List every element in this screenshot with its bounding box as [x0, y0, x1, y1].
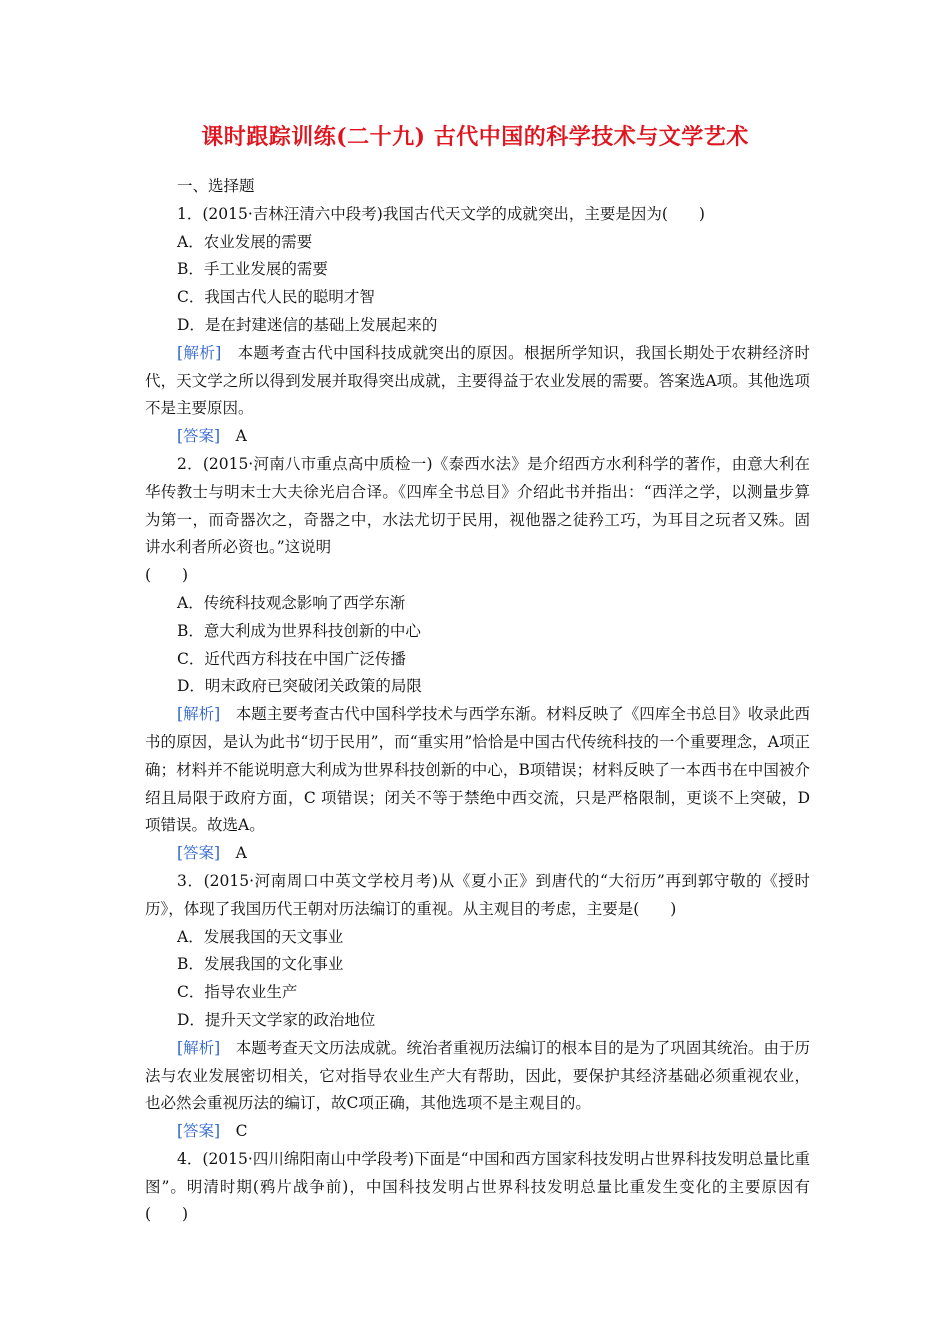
answer-text: A	[220, 844, 247, 863]
page-title: 课时跟踪训练(二十九) 古代中国的科学技术与文学艺术	[201, 124, 749, 150]
option-c: C．指导农业生产	[177, 983, 298, 1002]
analysis-text: 本题主要考查古代中国科学技术与西学东渐。材料反映了《四库全书总目》收录此西书的原因，是认为此书“切于民用”，而“重实用”恰恰是中国古代传统科技的一个重要理念，A项正确；材料并不能说明意大利成为世界科技创新的中心，B项错误；材料反映了一本西书在中国被介绍且局限于政府方面，C 项错误；闭关不等于禁绝中西交流，只是严格限制，更谈不上突破，D 项错误。故选A。	[145, 705, 810, 835]
option-c: C．近代西方科技在中国广泛传播	[177, 649, 406, 668]
question-stem: 4．(2015·四川绵阳南山中学段考)下面是“中国和西方国家科技发明占世界科技发明总量比重图”。明清时期(鸦片战争前)，中国科技发明占世界科技发明总量比重发生变化的主要原因有( )	[145, 1149, 810, 1224]
document-body	[145, 173, 810, 1229]
option-d: D．明末政府已突破闭关政策的局限	[177, 677, 422, 696]
option-a: A．农业发展的需要	[177, 232, 313, 251]
option-b: B．意大利成为世界科技创新的中心	[177, 621, 421, 640]
analysis-label: [解析]	[177, 343, 222, 362]
analysis-text: 本题考查天文历法成就。统治者重视历法编订的根本目的是为了巩固其统治。由于历法与农业发展密切相关，它对指导农业生产大有帮助，因此，要保护其经济基础必须重视农业，也必然会重视历法的编订，故C项正确，其他选项不是主观目的。	[145, 1038, 810, 1113]
option-a: A．发展我国的天文事业	[177, 927, 344, 946]
answer	[145, 423, 810, 451]
question-stem: 3．(2015·河南周口中英文学校月考)从《夏小正》到唐代的“大衍历”再到郭守敬的《授时历》，体现了我国历代王朝对历法编订的重视。从主观目的考虑，主要是( )	[145, 871, 810, 918]
option-b: B．手工业发展的需要	[177, 260, 328, 279]
analysis-text: 本题考查古代中国科技成就突出的原因。根据所学知识，我国长期处于农耕经济时代，天文学之所以得到发展并取得突出成就，主要得益于农业发展的需要。答案选A项。其他选项不是主要原因。	[145, 343, 810, 418]
question-1	[145, 201, 810, 451]
option-a: A．传统科技观念影响了西学东渐	[177, 593, 406, 612]
analysis	[145, 340, 810, 423]
question-3	[145, 868, 810, 1146]
answer-text: C	[220, 1122, 248, 1141]
answer	[145, 1118, 810, 1146]
answer-label: [答案]	[177, 1122, 221, 1141]
analysis	[145, 701, 810, 840]
option-b: B．发展我国的文化事业	[177, 955, 344, 974]
analysis-label: [解析]	[177, 1038, 221, 1057]
answer-text: A	[220, 427, 247, 446]
answer-label: [答案]	[177, 427, 221, 446]
question-2	[145, 451, 810, 868]
answer-label: [答案]	[177, 844, 221, 863]
question-4	[145, 1146, 810, 1229]
option-d: D．提升天文学家的政治地位	[177, 1010, 376, 1029]
option-d: D．是在封建迷信的基础上发展起来的	[177, 315, 438, 334]
analysis-label: [解析]	[177, 705, 221, 724]
question-stem: 1．(2015·吉林汪清六中段考)我国古代天文学的成就突出，主要是因为( )	[177, 204, 705, 223]
section-heading: 一、选择题	[177, 177, 255, 195]
question-stem: 2．(2015·河南八市重点高中质检一)《泰西水法》是介绍西方水利科学的著作，由意大利在华传教士与明末士大夫徐光启合译。《四库全书总目》介绍此书并指出：“西洋之学，以测量步算为第一，而奇器次之，奇器之中，水法尤切于民用，视他器之徒矜工巧，为耳目之玩者又殊。固讲水利者所必资也。”这说明	[145, 454, 810, 557]
option-c: C．我国古代人民的聪明才智	[177, 288, 375, 307]
analysis	[145, 1035, 810, 1118]
answer	[145, 840, 810, 868]
answer-blank: ( )	[145, 566, 189, 585]
